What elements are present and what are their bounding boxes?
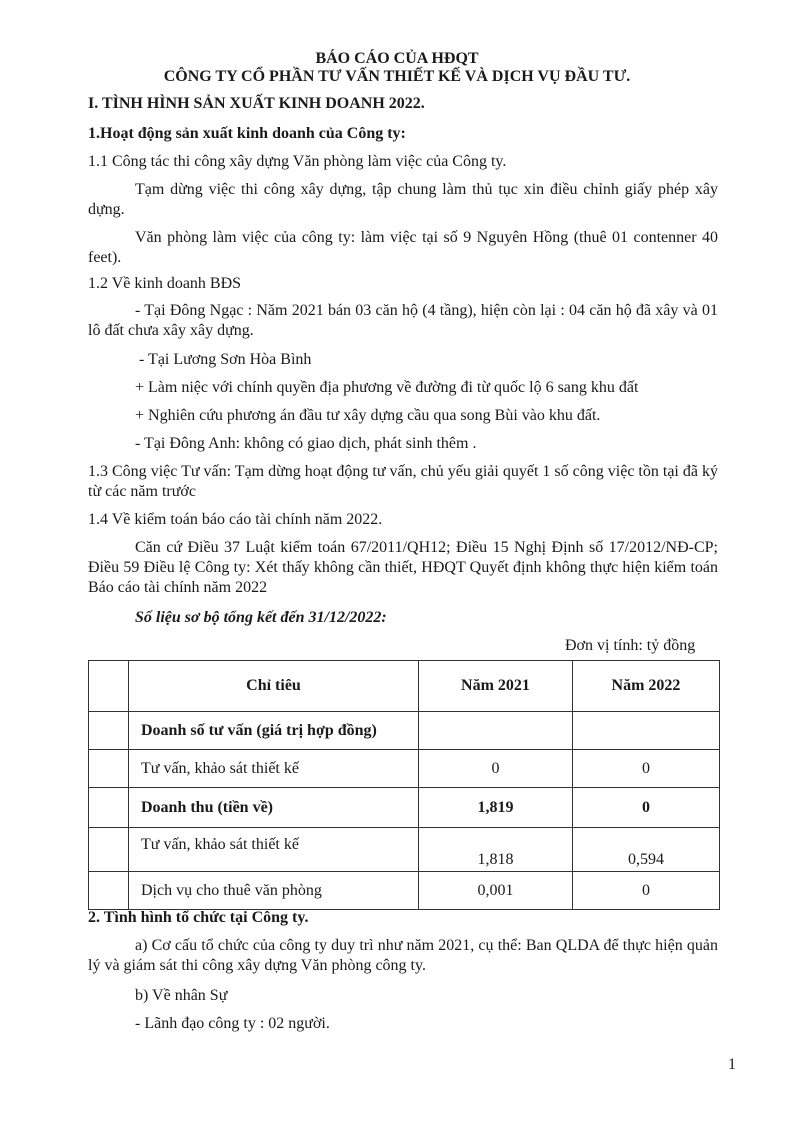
item-1-1: 1.1 Công tác thi công xây dựng Văn phòng làm việc của Công ty. bbox=[88, 153, 507, 170]
header-cell-blank bbox=[89, 661, 129, 712]
paragraph-1-2-c: + Làm niệc với chính quyền địa phương về đường đi từ quốc lộ 6 sang khu đất bbox=[135, 379, 639, 396]
row-value-2021: 0 bbox=[419, 750, 573, 788]
company-name: CÔNG TY CỔ PHẦN TƯ VẤN THIẾT KẾ VÀ DỊCH VỤ ĐẦU TƯ. bbox=[163, 68, 631, 85]
paragraph-1-1-a: Tạm dừng việc thi công xây dựng, tập chung làm thủ tục xin điều chỉnh giấy phép xây dựng. bbox=[88, 181, 718, 218]
paragraph-2-b: b) Về nhân Sự bbox=[135, 987, 228, 1004]
paragraph-1-1-b: Văn phòng làm việc của công ty: làm việc tại số 9 Nguyên Hồng (thuê 01 contenner 40 feet). bbox=[88, 229, 718, 266]
row-label: Doanh thu (tiền về) bbox=[129, 788, 419, 828]
section-1-heading: I. TÌNH HÌNH SẢN XUẤT KINH DOANH 2022. bbox=[88, 95, 425, 112]
row-index-cell bbox=[89, 872, 129, 910]
header-cell-2021: Năm 2021 bbox=[419, 661, 573, 712]
page-number: 1 bbox=[728, 1056, 736, 1073]
row-label: Tư vấn, khảo sát thiết kế bbox=[129, 828, 419, 872]
table-row bbox=[89, 828, 720, 872]
summary-table bbox=[88, 660, 720, 910]
section-1-subheading: 1.Hoạt động sản xuất kinh doanh của Công ty: bbox=[88, 125, 406, 142]
row-label: Tư vấn, khảo sát thiết kế bbox=[129, 750, 419, 788]
paragraph-1-2-d: + Nghiên cứu phương án đầu tư xây dựng cầu qua song Bùi vào khu đất. bbox=[135, 407, 601, 424]
item-1-4: 1.4 Về kiểm toán báo cáo tài chính năm 2022. bbox=[88, 511, 383, 528]
paragraph-1-2-a: - Tại Đông Ngạc : Năm 2021 bán 03 căn hộ (4 tầng), hiện còn lại : 04 căn hộ đã xây và 01 lô đất chưa xây xây dựng. bbox=[88, 302, 718, 339]
paragraph-2-c: - Lãnh đạo công ty : 02 người. bbox=[135, 1015, 330, 1032]
row-value-2022 bbox=[573, 712, 720, 750]
row-value-2022: 0 bbox=[573, 750, 720, 788]
row-value-2022: 0 bbox=[573, 872, 720, 910]
row-index-cell bbox=[89, 750, 129, 788]
row-value-2022: 0 bbox=[573, 788, 720, 828]
paragraph-2-a: a) Cơ cấu tổ chức của công ty duy trì như năm 2021, cụ thể: Ban QLDA để thực hiện quản lý và giám sát thi công xây dựng Văn phòng công ty. bbox=[88, 937, 718, 974]
row-index-cell bbox=[89, 712, 129, 750]
table-header-row bbox=[89, 661, 720, 712]
table-row bbox=[89, 872, 720, 910]
paragraph-1-4: Căn cứ Điều 37 Luật kiểm toán 67/2011/QH12; Điều 15 Nghị Định số 17/2012/NĐ-CP; Điều 59 Điều lệ Công ty: Xét thấy không cần thiết, HĐQT Quyết định không thực hiện kiểm toán Báo cáo tài chính năm 2022 bbox=[88, 539, 718, 596]
row-value-2021 bbox=[419, 712, 573, 750]
header-cell-indicator: Chỉ tiêu bbox=[129, 661, 419, 712]
unit-label: Đơn vị tính: tỷ đồng bbox=[565, 637, 696, 654]
row-value-2021: 1,819 bbox=[419, 788, 573, 828]
paragraph-1-2-e: - Tại Đông Anh: không có giao dịch, phát sinh thêm . bbox=[135, 435, 477, 452]
summary-heading: Số liệu sơ bộ tổng kết đến 31/12/2022: bbox=[135, 609, 387, 626]
item-1-3: 1.3 Công việc Tư vấn: Tạm dừng hoạt động tư vấn, chủ yếu giải quyết 1 số công việc tồn tại đã ký từ các năm trước bbox=[88, 463, 718, 500]
row-value-2021: 1,818 bbox=[419, 828, 573, 872]
paragraph-1-2-b: - Tại Lương Sơn Hòa Bình bbox=[139, 351, 312, 368]
row-value-2022: 0,594 bbox=[573, 828, 720, 872]
section-2-heading: 2. Tình hình tổ chức tại Công ty. bbox=[88, 909, 309, 926]
row-label: Doanh số tư vấn (giá trị hợp đồng) bbox=[129, 712, 419, 750]
item-1-2: 1.2 Về kinh doanh BĐS bbox=[88, 275, 242, 292]
table-row bbox=[89, 712, 720, 750]
row-value-2021: 0,001 bbox=[419, 872, 573, 910]
row-index-cell bbox=[89, 788, 129, 828]
row-index-cell bbox=[89, 828, 129, 872]
report-title: BÁO CÁO CỦA HĐQT bbox=[315, 50, 479, 67]
header-cell-2022: Năm 2022 bbox=[573, 661, 720, 712]
row-label: Dịch vụ cho thuê văn phòng bbox=[129, 872, 419, 910]
table-row bbox=[89, 750, 720, 788]
table-row bbox=[89, 788, 720, 828]
